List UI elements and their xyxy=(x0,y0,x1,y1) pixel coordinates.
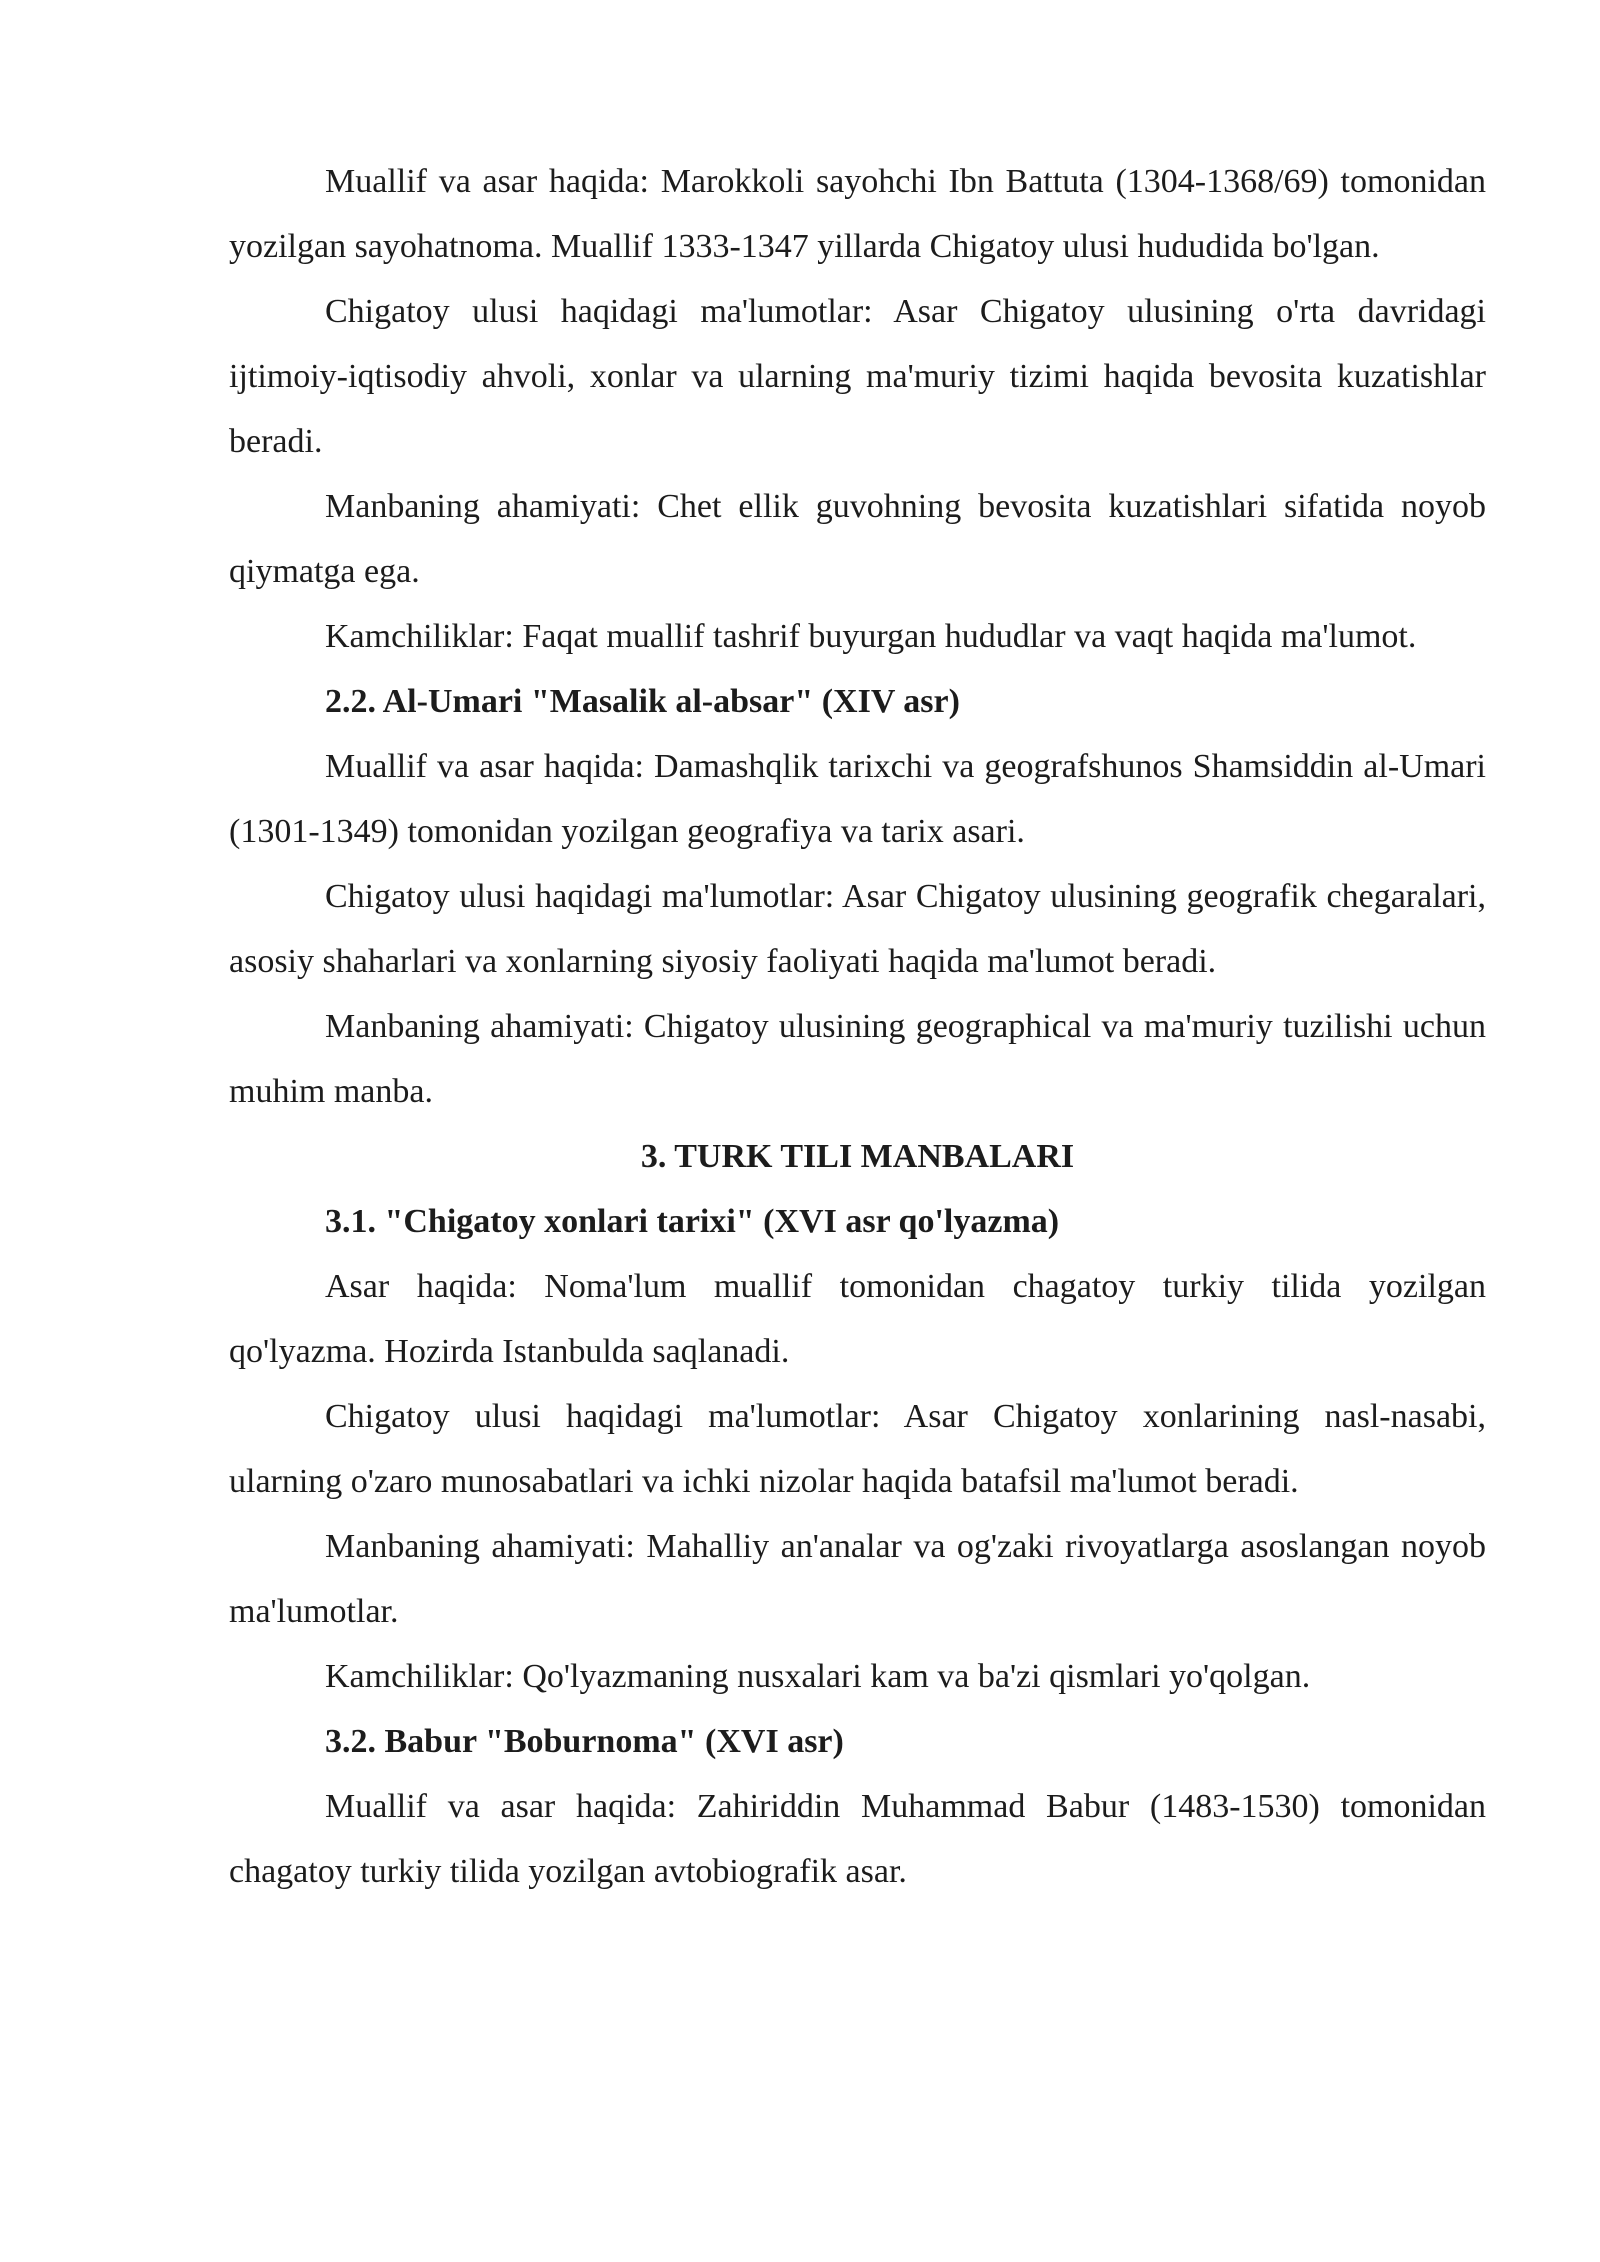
paragraph-ibn-battuta-shortcomings: Kamchiliklar: Faqat muallif tashrif buyurgan hududlar va vaqt haqida ma'lumot. xyxy=(325,618,1417,655)
paragraph-chigatoy-khans-about: Asar haqida: Noma'lum muallif tomonidan chagatoy turkiy tilida yozilgan qo'lyazma. Hozirda Istanbulda saqlanadi. xyxy=(229,1268,1486,1370)
paragraph-al-umari-info: Chigatoy ulusi haqidagi ma'lumotlar: Asar Chigatoy ulusining geografik chegaralari, asosiy shaharlari va xonlarning siyosiy faoliyati haqida ma'lumot beradi. xyxy=(229,878,1486,980)
paragraph-ibn-battuta-info: Chigatoy ulusi haqidagi ma'lumotlar: Asar Chigatoy ulusining o'rta davridagi ijtimoiy-iqtisodiy ahvoli, xonlar va ularning ma'muriy tizimi haqida bevosita kuzatishlar beradi. xyxy=(229,293,1486,460)
section-heading-al-umari: 2.2. Al-Umari "Masalik al-absar" (XIV asr) xyxy=(325,683,960,720)
paragraph-chigatoy-khans-significance: Manbaning ahamiyati: Mahalliy an'analar va og'zaki rivoyatlarga asoslangan noyob ma'lumotlar. xyxy=(229,1528,1486,1630)
document-page xyxy=(229,149,1486,1904)
section-heading-chigatoy-khans-history: 3.1. "Chigatoy xonlari tarixi" (XVI asr qo'lyazma) xyxy=(325,1203,1060,1240)
paragraph-boburnoma-author: Muallif va asar haqida: Zahiriddin Muhammad Babur (1483-1530) tomonidan chagatoy turkiy tilida yozilgan avtobiografik asar. xyxy=(229,1788,1486,1890)
paragraph-ibn-battuta-significance: Manbaning ahamiyati: Chet ellik guvohning bevosita kuzatishlari sifatida noyob qiymatga ega. xyxy=(229,488,1486,590)
paragraph-al-umari-significance: Manbaning ahamiyati: Chigatoy ulusining geographical va ma'muriy tuzilishi uchun muhim manba. xyxy=(229,1008,1486,1110)
chapter-heading-turkic-sources: 3. TURK TILI MANBALARI xyxy=(640,1138,1075,1175)
section-heading-boburnoma: 3.2. Babur "Boburnoma" (XVI asr) xyxy=(325,1723,844,1760)
paragraph-ibn-battuta-author: Muallif va asar haqida: Marokkoli sayohchi Ibn Battuta (1304-1368/69) tomonidan yozilgan sayohatnoma. Muallif 1333-1347 yillarda Chigatoy ulusi hududida bo'lgan. xyxy=(229,163,1486,265)
paragraph-chigatoy-khans-shortcomings: Kamchiliklar: Qo'lyazmaning nusxalari kam va ba'zi qismlari yo'qolgan. xyxy=(325,1658,1311,1695)
paragraph-al-umari-author: Muallif va asar haqida: Damashqlik tarixchi va geografshunos Shamsiddin al-Umari (1301-1349) tomonidan yozilgan geografiya va tarix asari. xyxy=(229,748,1486,850)
paragraph-chigatoy-khans-info: Chigatoy ulusi haqidagi ma'lumotlar: Asar Chigatoy xonlarining nasl-nasabi, ularning o'zaro munosabatlari va ichki nizolar haqida batafsil ma'lumot beradi. xyxy=(229,1398,1486,1500)
